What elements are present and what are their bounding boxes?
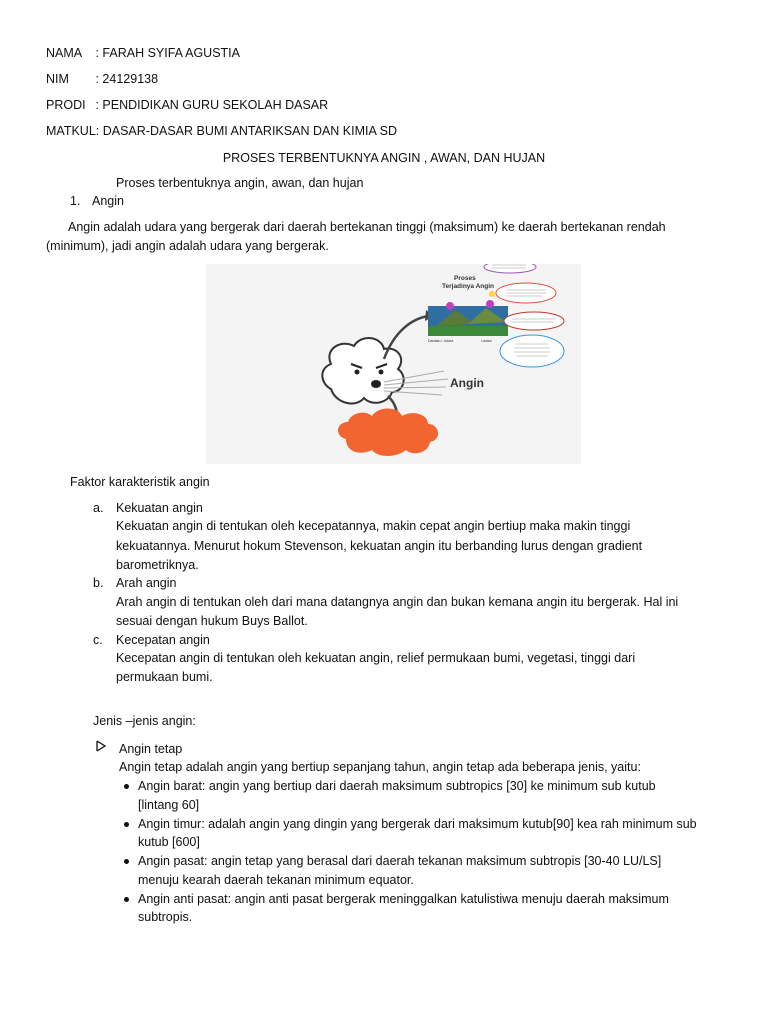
wind-process-figure [206,264,581,464]
landscape-scene-icon [428,291,508,343]
cloud-face-icon [322,338,403,403]
document-subtitle: Proses terbentuknya angin, awan, dan hujan [116,176,364,190]
angin-tetap-intro: Angin tetap adalah angin yang bertiup sepanjang tahun, angin tetap ada beberapa jenis, yaitu: [119,760,641,774]
bullet-dot-icon [124,859,129,864]
figure-caption: Angin [450,376,484,390]
faktor-a-line: barometriknya. [116,558,199,572]
prodi-label: PRODI [46,98,86,112]
faktor-c-line: permukaan bumi. [116,670,213,684]
section-number: 1. [70,194,81,208]
orange-cloud-icon [338,409,438,457]
nim-label: NIM [46,72,69,86]
jenis-heading: Jenis –jenis angin: [93,714,196,728]
wind-diagram [206,264,581,464]
angin-definition-line2: (minimum), jadi angin adalah udara yang bergerak. [46,239,329,253]
bullet-line: Angin barat: angin yang bertiup dari daerah maksimum subtropics [30] ke minimum sub kutub [138,779,656,793]
nim-row [46,71,158,87]
faktor-b-title: Arah angin [116,576,177,590]
faktor-a-line: Kekuatan angin di tentukan oleh kecepatannya, makin cepat angin bertiup maka makin tinggi [116,519,631,533]
angin-tetap-heading: Angin tetap [119,742,183,756]
document-title: PROSES TERBENTUKNYA ANGIN , AWAN, DAN HUJAN [222,151,546,165]
faktor-a-line: kekuatannya. Menurut hokum Stevenson, kekuatan angin itu berbanding lurus dengan gradient [116,539,643,553]
prodi-value: : PENDIDIKAN GURU SEKOLAH DASAR [95,98,329,112]
faktor-c-line: Kecepatan angin di tentukan oleh kekuatan angin, relief permukaan bumi, vegetasi, tinggi dari [116,651,636,665]
nama-value: : FARAH SYIFA AGUSTIA [95,46,240,60]
arrow-bullet-icon [96,740,106,756]
faktor-a-title: Kekuatan angin [116,501,203,515]
angin-definition-line1: Angin adalah udara yang bergerak dari daerah bertekanan tinggi (maksimum) ke daerah bertekanan rendah [68,220,666,234]
matkul-row: MATKUL: DASAR-DASAR BUMI ANTARIKSAN DAN KIMIA SD [46,124,397,138]
bullet-dot-icon [124,822,129,827]
faktor-b-marker: b. [93,576,104,590]
nama-row [46,45,240,61]
section-heading: Angin [92,194,124,208]
bullet-line: menuju kearah daerah tekanan minimum equator. [138,873,414,887]
bullet-dot-icon [124,897,129,902]
figure-title-line2: Terjadinya Angin [442,283,495,290]
faktor-c-marker: c. [93,633,103,647]
bullet-dot-icon [124,784,129,789]
bullet-line: Angin pasat: angin tetap yang berasal dari daerah tekanan maksimum subtropis [30-40 LU/LS] [138,854,662,868]
bullet-line: Angin anti pasat: angin anti pasat bergerak meninggalkan katulistiwa menuju daerah maksimum [138,892,669,906]
svg-text:Lautan: Lautan [481,339,492,343]
faktor-b-line: sesuai dengan hukum Buys Ballot. [116,614,308,628]
faktor-c-title: Kecepatan angin [116,633,210,647]
prodi-row [46,97,328,113]
bullet-line: [lintang 60] [138,798,200,812]
faktor-heading: Faktor karakteristik angin [70,475,210,489]
faktor-b-line: Arah angin di tentukan oleh dari mana datangnya angin dan bukan kemana angin itu bergerak. Hal ini [116,595,679,609]
bullet-line: kutub [600] [138,835,200,849]
svg-text:Daratan • Udara: Daratan • Udara [428,339,454,343]
nama-label: NAMA [46,46,83,60]
nim-value: : 24129138 [95,72,159,86]
faktor-a-marker: a. [93,501,104,515]
bullet-line: Angin timur: adalah angin yang dingin yang bergerak dari maksimum kutub[90] kea rah minimum sub [138,817,697,831]
bullet-line: subtropis. [138,910,193,924]
figure-title-line1: Proses [454,275,476,282]
